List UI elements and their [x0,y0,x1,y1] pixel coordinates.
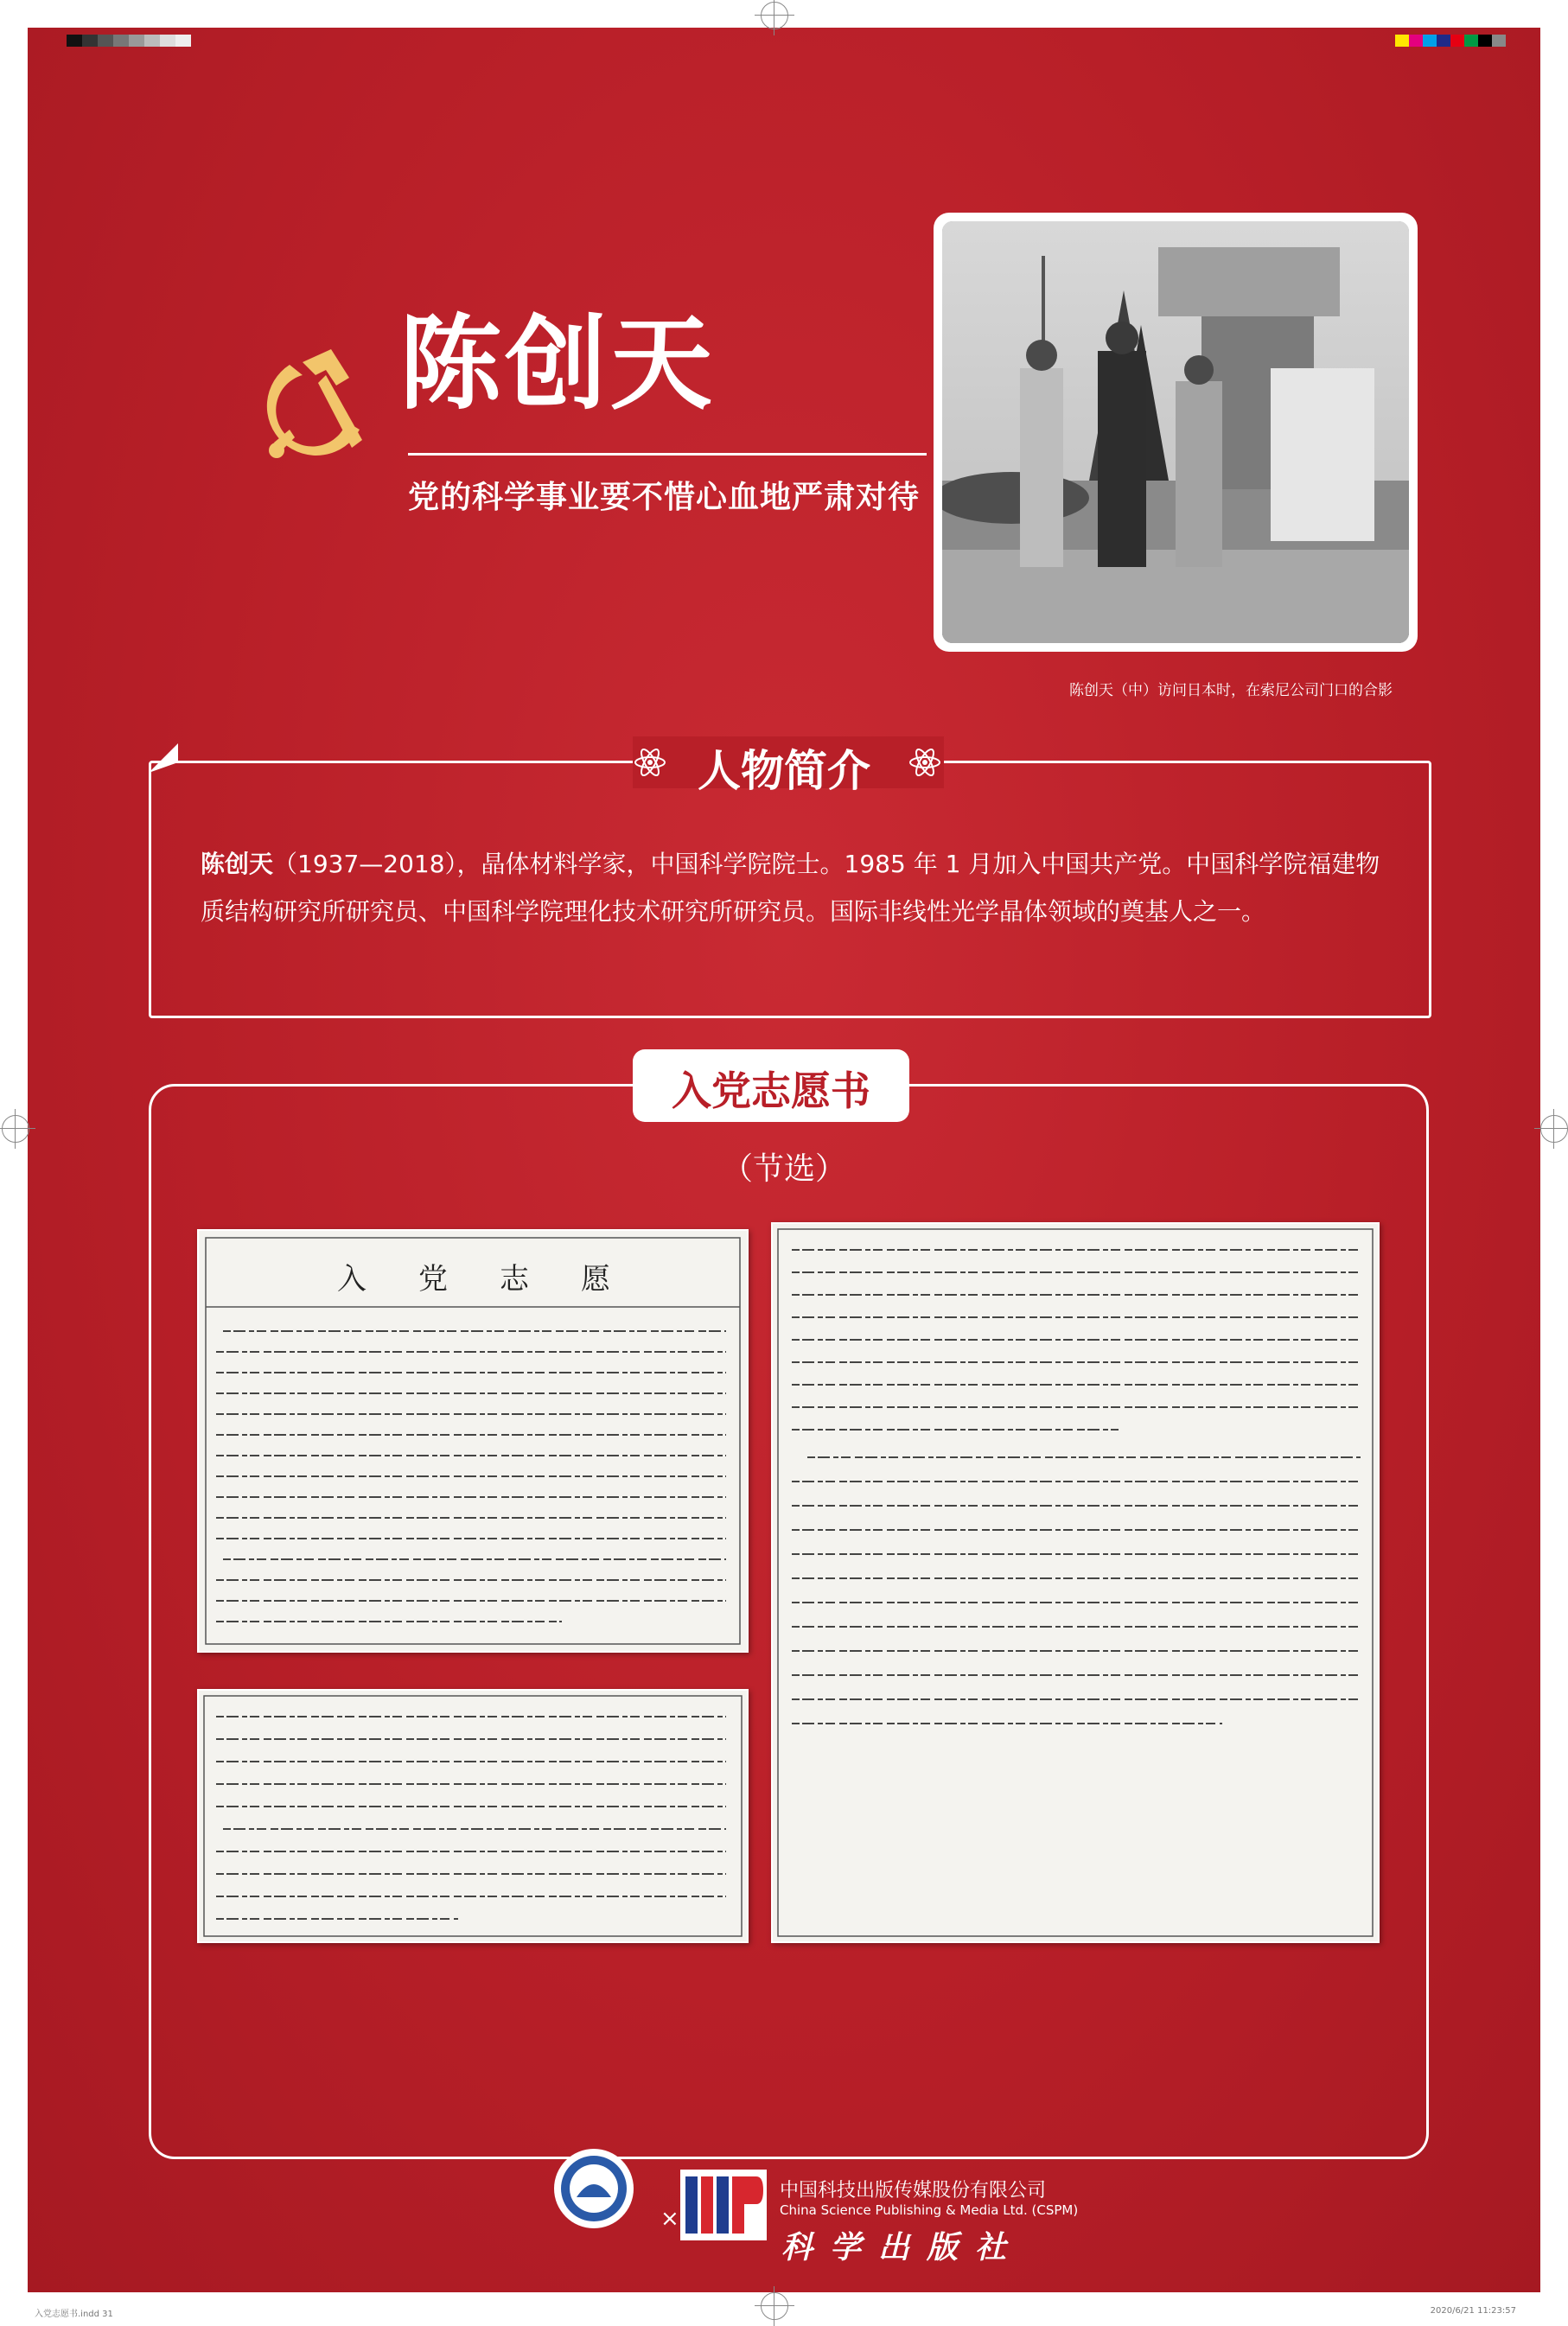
intro-heading: 人物简介 [698,745,870,796]
handwritten-page-3 [771,1222,1380,1943]
publisher-name-en: China Science Publishing & Media Ltd. (CSPM) [780,2202,1079,2218]
publisher-name-cn: 中国科技出版传媒股份有限公司 [780,2180,1047,2202]
title-divider [408,453,927,456]
crop-mark-icon [761,2,788,29]
handwritten-page-1 [197,1229,749,1653]
intro-paragraph [201,840,1385,935]
press-name: 科学出版社 [781,2229,1024,2265]
document-title: 入党志愿 [337,1262,662,1297]
file-info-right: 2020/6/21 11:23:57 [1430,2306,1516,2316]
registration-bar-gray [67,35,191,47]
file-info-left: 入党志愿书.indd 31 [35,2310,113,2319]
hammer-sickle-icon [251,339,380,468]
cspm-logo-icon [680,2170,767,2240]
letter-heading: 入党志愿书 [672,1067,870,1114]
historical-photo [942,221,1409,643]
handwritten-page-2 [197,1689,749,1943]
photo-caption: 陈创天（中）访问日本时，在索尼公司门口的合影 [1069,682,1393,699]
crop-mark-icon [761,2292,788,2320]
intro-body: （1937—2018），晶体材料学家，中国科学院院士。1985 年 1 月加入中国共产党。中国科学院福建物质结构研究所研究员、中国科学院理化技术研究所研究员。国际非线性光学晶体领域的奠基人之一。 [201,850,1380,926]
crop-mark-icon [1540,1115,1568,1143]
poster [28,28,1540,2292]
excerpt-label: （节选） [721,1151,846,1187]
registration-bar-color [1395,35,1506,47]
page-title: 陈创天 [399,303,717,424]
page-subtitle: 党的科学事业要不惜心血地严肃对待 [408,480,921,515]
crop-mark-icon [2,1115,29,1143]
university-seal-icon [551,2145,637,2232]
times-symbol: × [660,2206,679,2232]
intro-name: 陈创天 [201,850,274,878]
